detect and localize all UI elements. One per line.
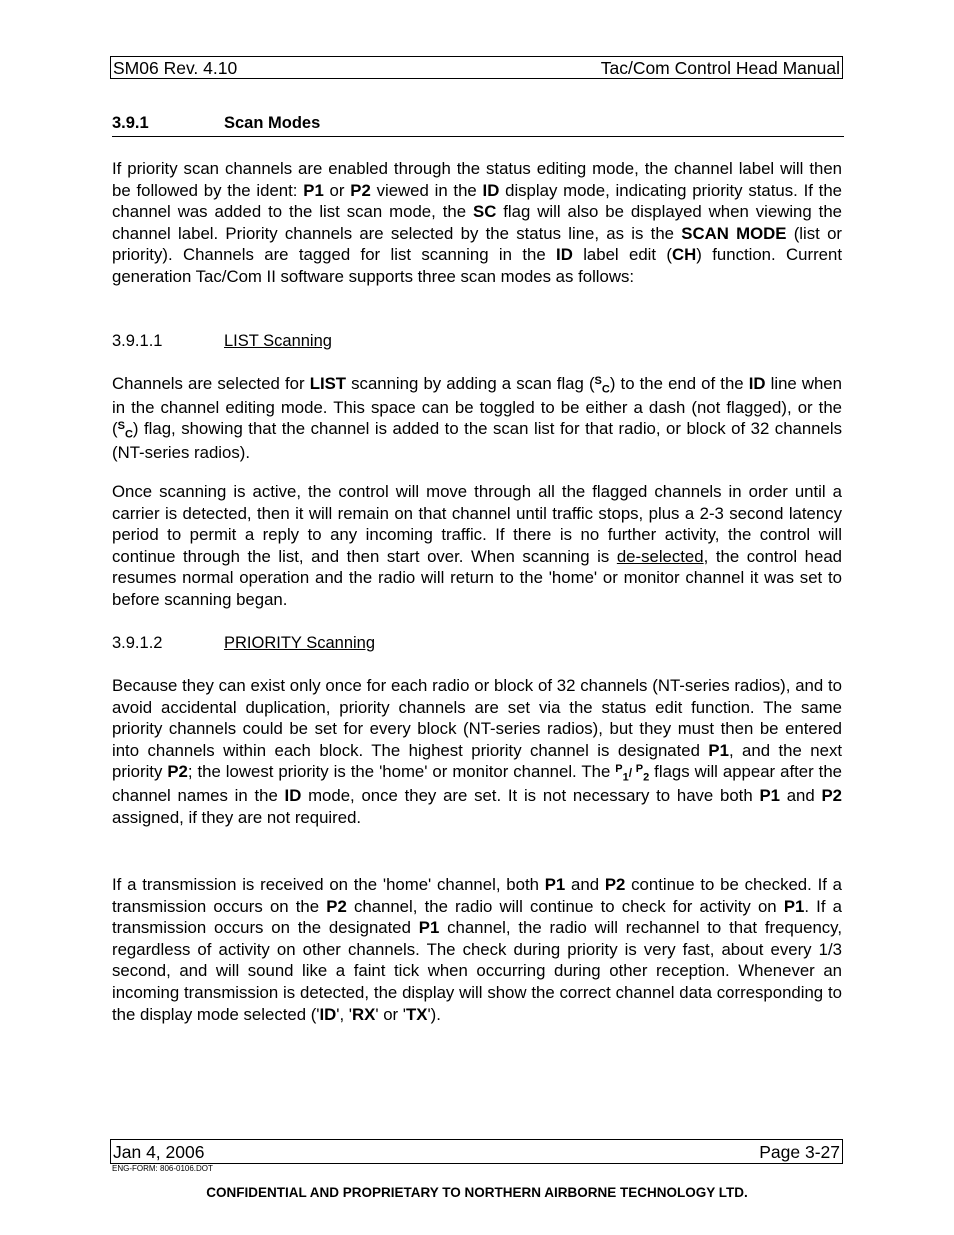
priority-scanning-paragraph-1: Because they can exist only once for each radio or block of 32 channels (NT-series radios), and to avoid accidental duplication, priority channels are set via the status edit function. The same priority channels could be set for every block (NT-series radios), but they must then be entered into channels within each block. The highest priority channel is designated P1, and the next priority P2; the lowest priority is the 'home' or monitor channel. The $^P_1$/ $^P_2$ flags will appear after the channel names in the ID mode, once they are set. It is not necessary to have both P1 and P2 assigned, if they are not required. [112, 676, 842, 827]
priority-scanning-paragraph-2: If a transmission is received on the 'home' channel, both P1 and P2 continue to be checked. If a transmission occurs on the P2 channel, the radio will continue to check for activity on P1. If a transmission occurs on the designated P1 channel, the radio will rechannel to that frequency, regardless of activity on other channels. The check during priority is very fast, about every 1/3 second, and will sound like a faint tick when occurring during other reception. Whenever an incoming transmission is detected, the display will show the correct channel data corresponding to the display mode selected ('ID', 'RX' or 'TX'). [112, 875, 843, 1024]
list-scanning-paragraph-2: Once scanning is active, the control will move through all the flagged channels in order until a carrier is detected, then it will remain on that channel until traffic stops, plus a 2-3 second latency period to permit a reply to any incoming traffic. If there is no further activity, the control will continue through the list, and then start over. When scanning is de-selected, the control head resumes normal operation and the radio will return to the 'home' or monitor channel it was set to before scanning began. [112, 482, 842, 609]
subsection-number: 3.9.1.2 [112, 634, 163, 652]
section-number: 3.9.1 [112, 114, 149, 132]
header-document-id: SM06 Rev. 4.10 [113, 58, 238, 78]
list-scanning-paragraph-1: Channels are selected for LIST scanning by adding a scan flag ($^S_C$) to the end of the ID line when in the channel editing mode. This space can be toggled to be either a dash (not flagged), or the ($^S_C$) flag, showing that the channel is added to the scan list for that radio, or block of 32 channels (NT-series radios). [112, 374, 842, 462]
footer-page-number: Page 3-27 [759, 1142, 840, 1162]
page-footer [110, 1139, 843, 1164]
confidentiality-notice: CONFIDENTIAL AND PROPRIETARY TO NORTHERN AIRBORNE TECHNOLOGY LTD. [206, 1185, 748, 1200]
scan-flag: $^S_C$ [117, 420, 133, 441]
header-manual-title: Tac/Com Control Head Manual [600, 58, 840, 78]
section-heading [112, 112, 844, 137]
footer-date: Jan 4, 2006 [113, 1142, 205, 1162]
subsection-heading-list [112, 331, 332, 351]
subsection-title: PRIORITY Scanning [224, 634, 376, 652]
subsection-number: 3.9.1.1 [112, 332, 163, 350]
form-code: ENG-FORM: 806-0106.DOT [112, 1164, 213, 1173]
scan-flag: $^S_C$ [594, 375, 610, 396]
subsection-title: LIST Scanning [224, 332, 332, 350]
page-header [110, 56, 843, 79]
section-title: Scan Modes [224, 114, 321, 132]
intro-paragraph: If priority scan channels are enabled through the status editing mode, the channel label will then be followed by the ident: P1 or P2 viewed in the ID display mode, indicating priority status. If the channel was added to the list scan mode, the SC flag will also be displayed when viewing the channel label. Priority channels are selected by the status line, as is the SCAN MODE (list or priority). Channels are tagged for list scanning in the ID label edit (CH) function. Current generation Tac/Com II software supports three scan modes as follows: [112, 159, 843, 286]
subsection-heading-priority [112, 633, 375, 653]
priority-flags: $^P_1$/ $^P_2$ [615, 763, 650, 784]
